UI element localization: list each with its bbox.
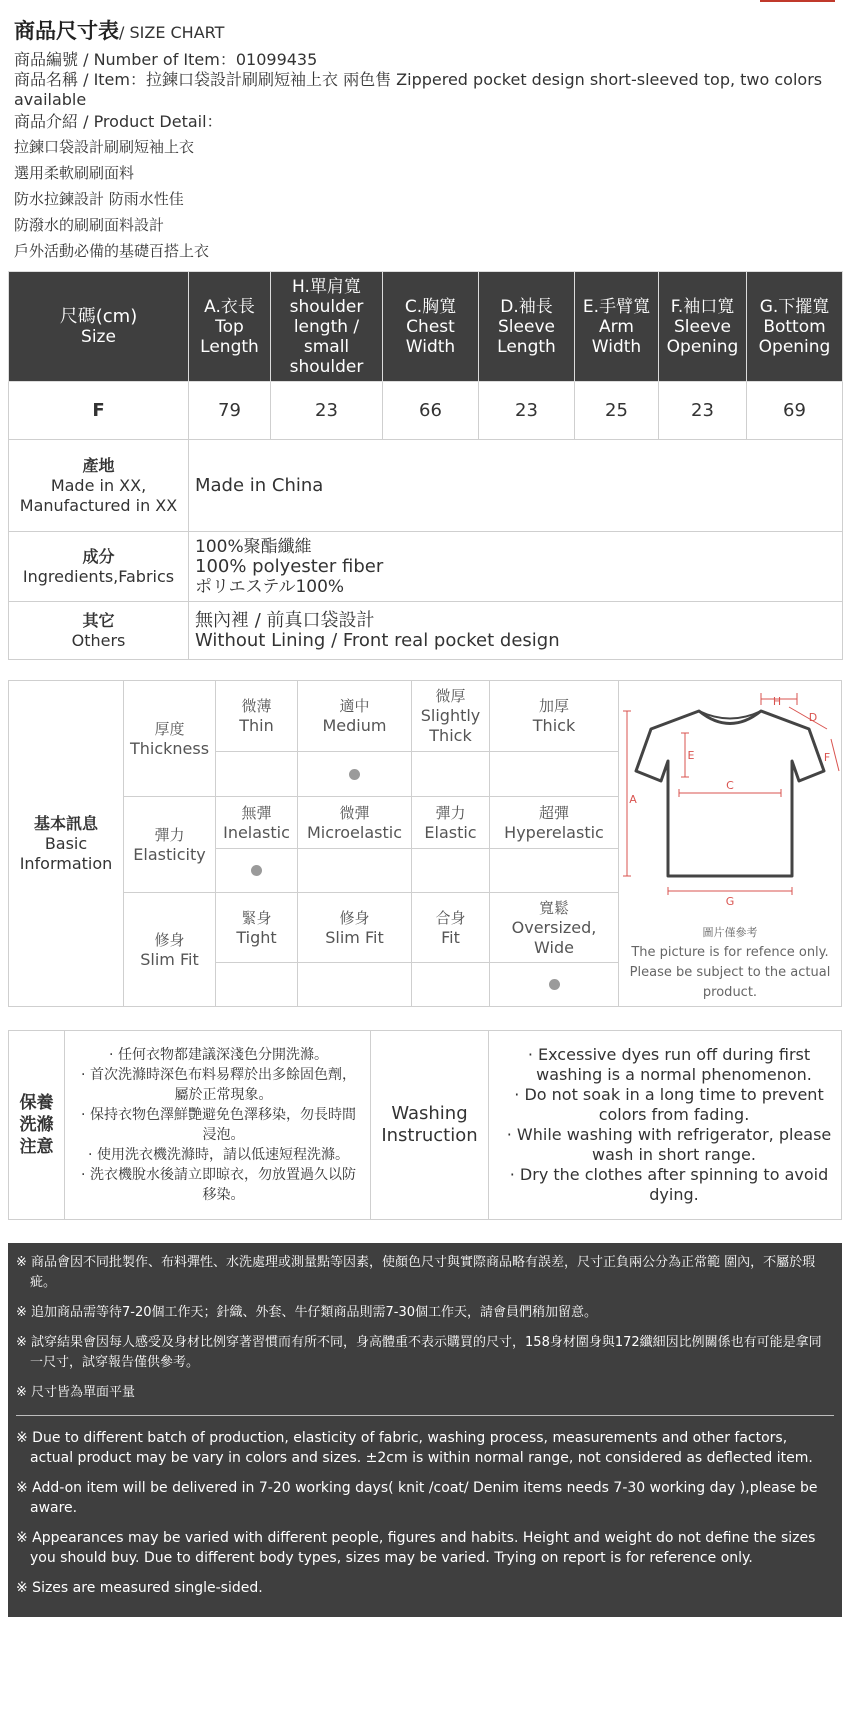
fit-option-tight: 緊身 Tight xyxy=(216,893,298,963)
value-cell: 25 xyxy=(575,382,659,440)
size-cell: F xyxy=(9,382,189,440)
washing-list-zh xyxy=(65,1031,371,1219)
fit-mark-cell xyxy=(490,963,619,1006)
value-cell: 23 xyxy=(271,382,383,440)
wash-tip-zh: · 洗衣機脫水後請立即晾衣，勿放置過久以防移染。 xyxy=(81,1167,356,1203)
thickness-label: 厚度 Thickness xyxy=(124,681,216,797)
elasticity-option-hyperelastic: 超彈 Hyperelastic xyxy=(490,797,619,849)
col-header-arm-width: E.手臂寬 Arm Width xyxy=(575,272,659,382)
elasticity-label: 彈力 Elasticity xyxy=(124,797,216,893)
notice-divider xyxy=(16,1415,834,1416)
item-number: 商品編號 / Number of Item：01099435 xyxy=(14,50,318,69)
elasticity-option-inelastic: 無彈 Inelastic xyxy=(216,797,298,849)
washing-list-en xyxy=(489,1031,841,1219)
fit-mark-cell xyxy=(216,963,298,1006)
detail-line: 防水拉鍊設計 防雨水性佳 xyxy=(14,190,184,208)
notice-panel xyxy=(8,1243,842,1617)
thickness-mark-cell xyxy=(412,752,490,797)
diagram-label-a: A xyxy=(629,793,637,806)
ingredients-value: 100%聚酯纖維 100% polyester fiber ポリエステル100% xyxy=(189,532,843,602)
picture-note: 圖片僅參考 The picture is for refence only. Please be subject to the actual product. xyxy=(629,926,831,1000)
washing-label-zh: 保養洗滌注意 xyxy=(9,1031,65,1219)
col-header-shoulder: H.單肩寬 shoulder length / small shoulder xyxy=(271,272,383,382)
selected-dot xyxy=(251,865,262,876)
diagram-label-d: D xyxy=(808,711,818,724)
fit-label: 修身 Slim Fit xyxy=(124,893,216,1006)
wash-tip-en: · Excessive dyes run off during first washing is a normal phenomenon. xyxy=(527,1045,812,1084)
diagram-label-e: E xyxy=(687,749,695,762)
notice-item: ※ Add-on item will be delivered in 7-20 working days( knit /coat/ Denim items needs 7-30 working day ),please be aware. xyxy=(16,1480,818,1516)
size-table-header xyxy=(9,272,843,382)
origin-label: 產地 Made in XX, Manufactured in XX xyxy=(9,440,189,532)
notice-zh xyxy=(16,1253,834,1403)
elasticity-mark-cell xyxy=(490,849,619,893)
others-row xyxy=(9,602,843,660)
size-table xyxy=(8,271,843,660)
origin-row xyxy=(9,440,843,532)
origin-value: Made in China xyxy=(189,440,843,532)
tshirt-diagram xyxy=(619,681,841,1006)
notice-item: ※ 追加商品需等待7-20個工作天；針織、外套、牛仔類商品則需7-30個工作天，請會員們稍加留意。 xyxy=(16,1305,598,1320)
thickness-mark-cell xyxy=(216,752,298,797)
value-cell: 69 xyxy=(747,382,843,440)
notice-en xyxy=(16,1428,834,1598)
detail-label: 商品介紹 / Product Detail： xyxy=(14,112,223,131)
wash-tip-en: · While washing with refrigerator, please wash in short range. xyxy=(506,1125,832,1164)
others-value: 無內裡 / 前真口袋設計 Without Lining / Front real pocket design xyxy=(189,602,843,660)
thickness-option-thick: 加厚 Thick xyxy=(490,681,619,752)
notice-item: ※ 尺寸皆為單面平量 xyxy=(16,1385,136,1400)
elasticity-option-elastic: 彈力 Elastic xyxy=(412,797,490,849)
diagram-label-c: C xyxy=(726,779,734,792)
notice-item: ※ Due to different batch of production, elasticity of fabric, washing process, measurements and other factors, actual product may be vary in colors and sizes. ±2cm is within normal range, not considered as deflected item. xyxy=(16,1430,813,1466)
detail-line: 防潑水的刷刷面料設計 xyxy=(14,216,165,234)
wash-tip-en: · Do not soak in a long time to prevent colors from fading. xyxy=(514,1085,824,1124)
fit-option-slim-fit: 修身 Slim Fit xyxy=(298,893,412,963)
value-cell: 66 xyxy=(383,382,479,440)
basic-info-panel xyxy=(8,680,842,1007)
col-header-bottom-opening: G.下擺寬 Bottom Opening xyxy=(747,272,843,382)
thickness-option-thin: 微薄 Thin xyxy=(216,681,298,752)
thickness-mark-cell xyxy=(490,752,619,797)
wash-tip-zh: · 首次洗滌時深色布料易釋於出多餘固色劑，屬於正常現象。 xyxy=(81,1067,356,1103)
fit-option-fit: 合身 Fit xyxy=(412,893,490,963)
diagram-label-h: H xyxy=(772,695,782,708)
washing-panel xyxy=(8,1030,842,1220)
selected-dot xyxy=(349,769,360,780)
col-header-sleeve-length: D.袖長 Sleeve Length xyxy=(479,272,575,382)
washing-label-en: Washing Instruction xyxy=(371,1031,489,1219)
fit-mark-cell xyxy=(412,963,490,1006)
wash-tip-zh: · 使用洗衣機洗滌時，請以低速短程洗滌。 xyxy=(88,1147,349,1163)
detail-line: 拉鍊口袋設計刷刷短袖上衣 xyxy=(14,138,195,156)
ingredients-row xyxy=(9,532,843,602)
others-label: 其它 Others xyxy=(9,602,189,660)
fit-option-oversized: 寬鬆 Oversized, Wide xyxy=(490,893,619,963)
page-title: 商品尺寸表/ SIZE CHART xyxy=(14,19,225,43)
col-header-top-length: A.衣長 Top Length xyxy=(189,272,271,382)
value-cell: 23 xyxy=(479,382,575,440)
thickness-mark-cell xyxy=(298,752,412,797)
col-header-sleeve-opening: F.袖口寬 Sleeve Opening xyxy=(659,272,747,382)
elasticity-option-microelastic: 微彈 Microelastic xyxy=(298,797,412,849)
elasticity-mark-cell xyxy=(412,849,490,893)
table-row xyxy=(9,382,843,440)
tshirt-measure-icon xyxy=(619,681,841,921)
notice-item: ※ Appearances may be varied with different people, figures and habits. Height and weight do not define the sizes you should buy. Due to different body types, sizes may be varied. Trying on report is for reference only. xyxy=(16,1530,816,1566)
wash-tip-en: · Dry the clothes after spinning to avoid dying. xyxy=(509,1165,829,1204)
detail-line: 戶外活動必備的基礎百搭上衣 xyxy=(14,242,210,260)
ingredients-label: 成分 Ingredients,Fabrics xyxy=(9,532,189,602)
item-name: 商品名稱 / Item：拉鍊口袋設計刷刷短袖上衣 兩色售 Zippered pocket design short-sleeved top, two colors available xyxy=(14,70,823,109)
diagram-label-f: F xyxy=(823,751,831,764)
fit-mark-cell xyxy=(298,963,412,1006)
value-cell: 23 xyxy=(659,382,747,440)
notice-item: ※ Sizes are measured single-sided. xyxy=(16,1580,263,1596)
detail-line: 選用柔軟刷刷面料 xyxy=(14,164,135,182)
col-header-chest: C.胸寬 Chest Width xyxy=(383,272,479,382)
wash-tip-zh: · 保持衣物色澤鮮艷避免色澤移染，勿長時間浸泡。 xyxy=(81,1107,356,1143)
product-header xyxy=(14,14,834,264)
diagram-label-g: G xyxy=(725,895,735,908)
elasticity-mark-cell xyxy=(216,849,298,893)
basic-info-title: 基本訊息 Basic Information xyxy=(9,681,124,1006)
thickness-option-slightly-thick: 微厚 Slightly Thick xyxy=(412,681,490,752)
col-header-size: 尺碼(cm) Size xyxy=(9,272,189,382)
wash-tip-zh: · 任何衣物都建議深淺色分開洗滌。 xyxy=(109,1047,328,1063)
notice-item: ※ 商品會因不同批製作、布料彈性、水洗處理或測量點等因素，使顏色尺寸與實際商品略有誤差，尺寸正負兩公分為正常範 圍內，不屬於瑕疵。 xyxy=(16,1255,816,1290)
value-cell: 79 xyxy=(189,382,271,440)
thickness-option-medium: 適中 Medium xyxy=(298,681,412,752)
top-accent-bar xyxy=(760,0,835,2)
notice-item: ※ 試穿結果會因每人感受及身材比例穿著習慣而有所不同，身高體重不表示購買的尺寸，158身材圍身與172纖細因比例關係也有可能是拿同一尺寸，試穿報告僅供參考。 xyxy=(16,1335,822,1370)
selected-dot xyxy=(549,979,560,990)
elasticity-mark-cell xyxy=(298,849,412,893)
